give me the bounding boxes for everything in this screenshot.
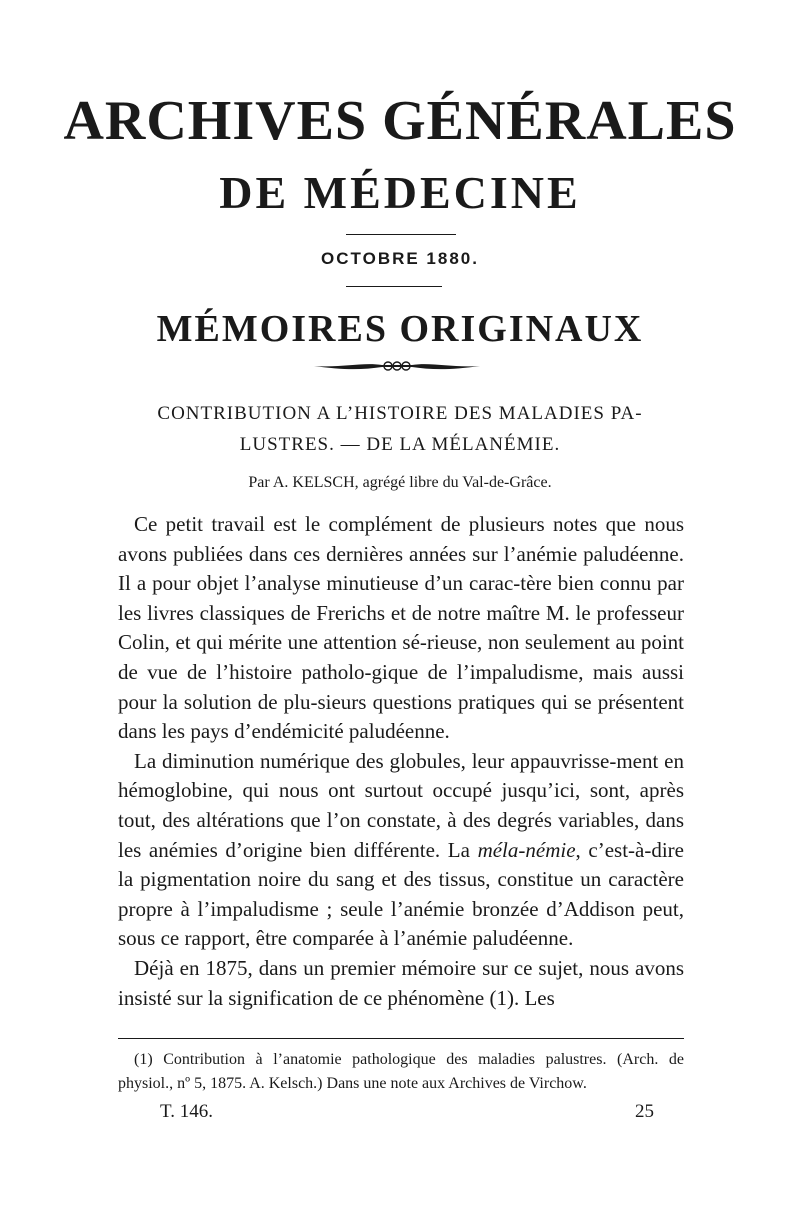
volume-signature: T. 146. (160, 1101, 213, 1122)
article-title-line-1: CONTRIBUTION A L’HISTOIRE DES MALADIES PA- (157, 403, 643, 424)
body-paragraph-2 (118, 747, 684, 954)
footnote-rule (118, 1038, 684, 1039)
article-title (130, 398, 670, 460)
body-paragraph-3: Déjà en 1875, dans un premier mémoire sur ce sujet, nous avons insisté sur la signification de ce phénomène (1). Les (118, 955, 684, 1010)
header-rule-bottom (346, 286, 442, 287)
journal-subtitle: DE MÉDECINE (219, 167, 581, 218)
issue-date: OCTOBRE 1880. (321, 249, 479, 268)
ornament-divider-icon (312, 358, 482, 374)
melanemie-term: méla-némie (477, 837, 576, 862)
header-rule-top (346, 234, 456, 235)
article-body (118, 510, 684, 1013)
journal-title: ARCHIVES GÉNÉRALES (63, 90, 737, 152)
paragraph-2-text-after: , c’est-à-dire la pigmentation noire du sang et des tissus, constitue un caractère propre à l’impaludisme ; seule l’anémie bronzée d’Addison peut, sous ce rapport, être comparée à l’anémie paludéenne. (118, 837, 684, 951)
footnote (118, 1048, 684, 1096)
page-number: 25 (635, 1101, 654, 1122)
article-title-line-2: LUSTRES. — DE LA MÉLANÉMIE. (239, 434, 561, 455)
paragraph-2-text-before: La diminution numérique des globules, leur appauvrisse-ment en hémoglobine, qui nous ont surtout occupé jusqu’ici, sont, après tout, des altérations que l’on constate, à des degrés variables, dans les anémies d’origine bien différente. La (118, 748, 684, 862)
footnote-text: (1) Contribution à l’anatomie pathologique des maladies palustres. (Arch. de physiol., nº 5, 1875. A. Kelsch.) Dans une note aux Archives de Virchow. (118, 1051, 684, 1092)
body-paragraph-1: Ce petit travail est le complément de plusieurs notes que nous avons publiées dans ces dernières années sur l’anémie paludéenne. Il a pour objet l’analyse minutieuse d’un carac-tère bien connu par les livres classiques de Frerichs et de notre maître M. le professeur Colin, et qui mérite une attention sé-rieuse, non seulement au point de vue de l’histoire patholo-gique de l’impaludisme, mais aussi pour la solution de plu-sieurs questions pratiques qui se présentent dans les pays d’endémicité paludéenne. (118, 512, 684, 744)
author-byline: Par A. KELSCH, agrégé libre du Val-de-Grâce. (248, 474, 552, 491)
section-title: MÉMOIRES ORIGINAUX (156, 308, 644, 350)
